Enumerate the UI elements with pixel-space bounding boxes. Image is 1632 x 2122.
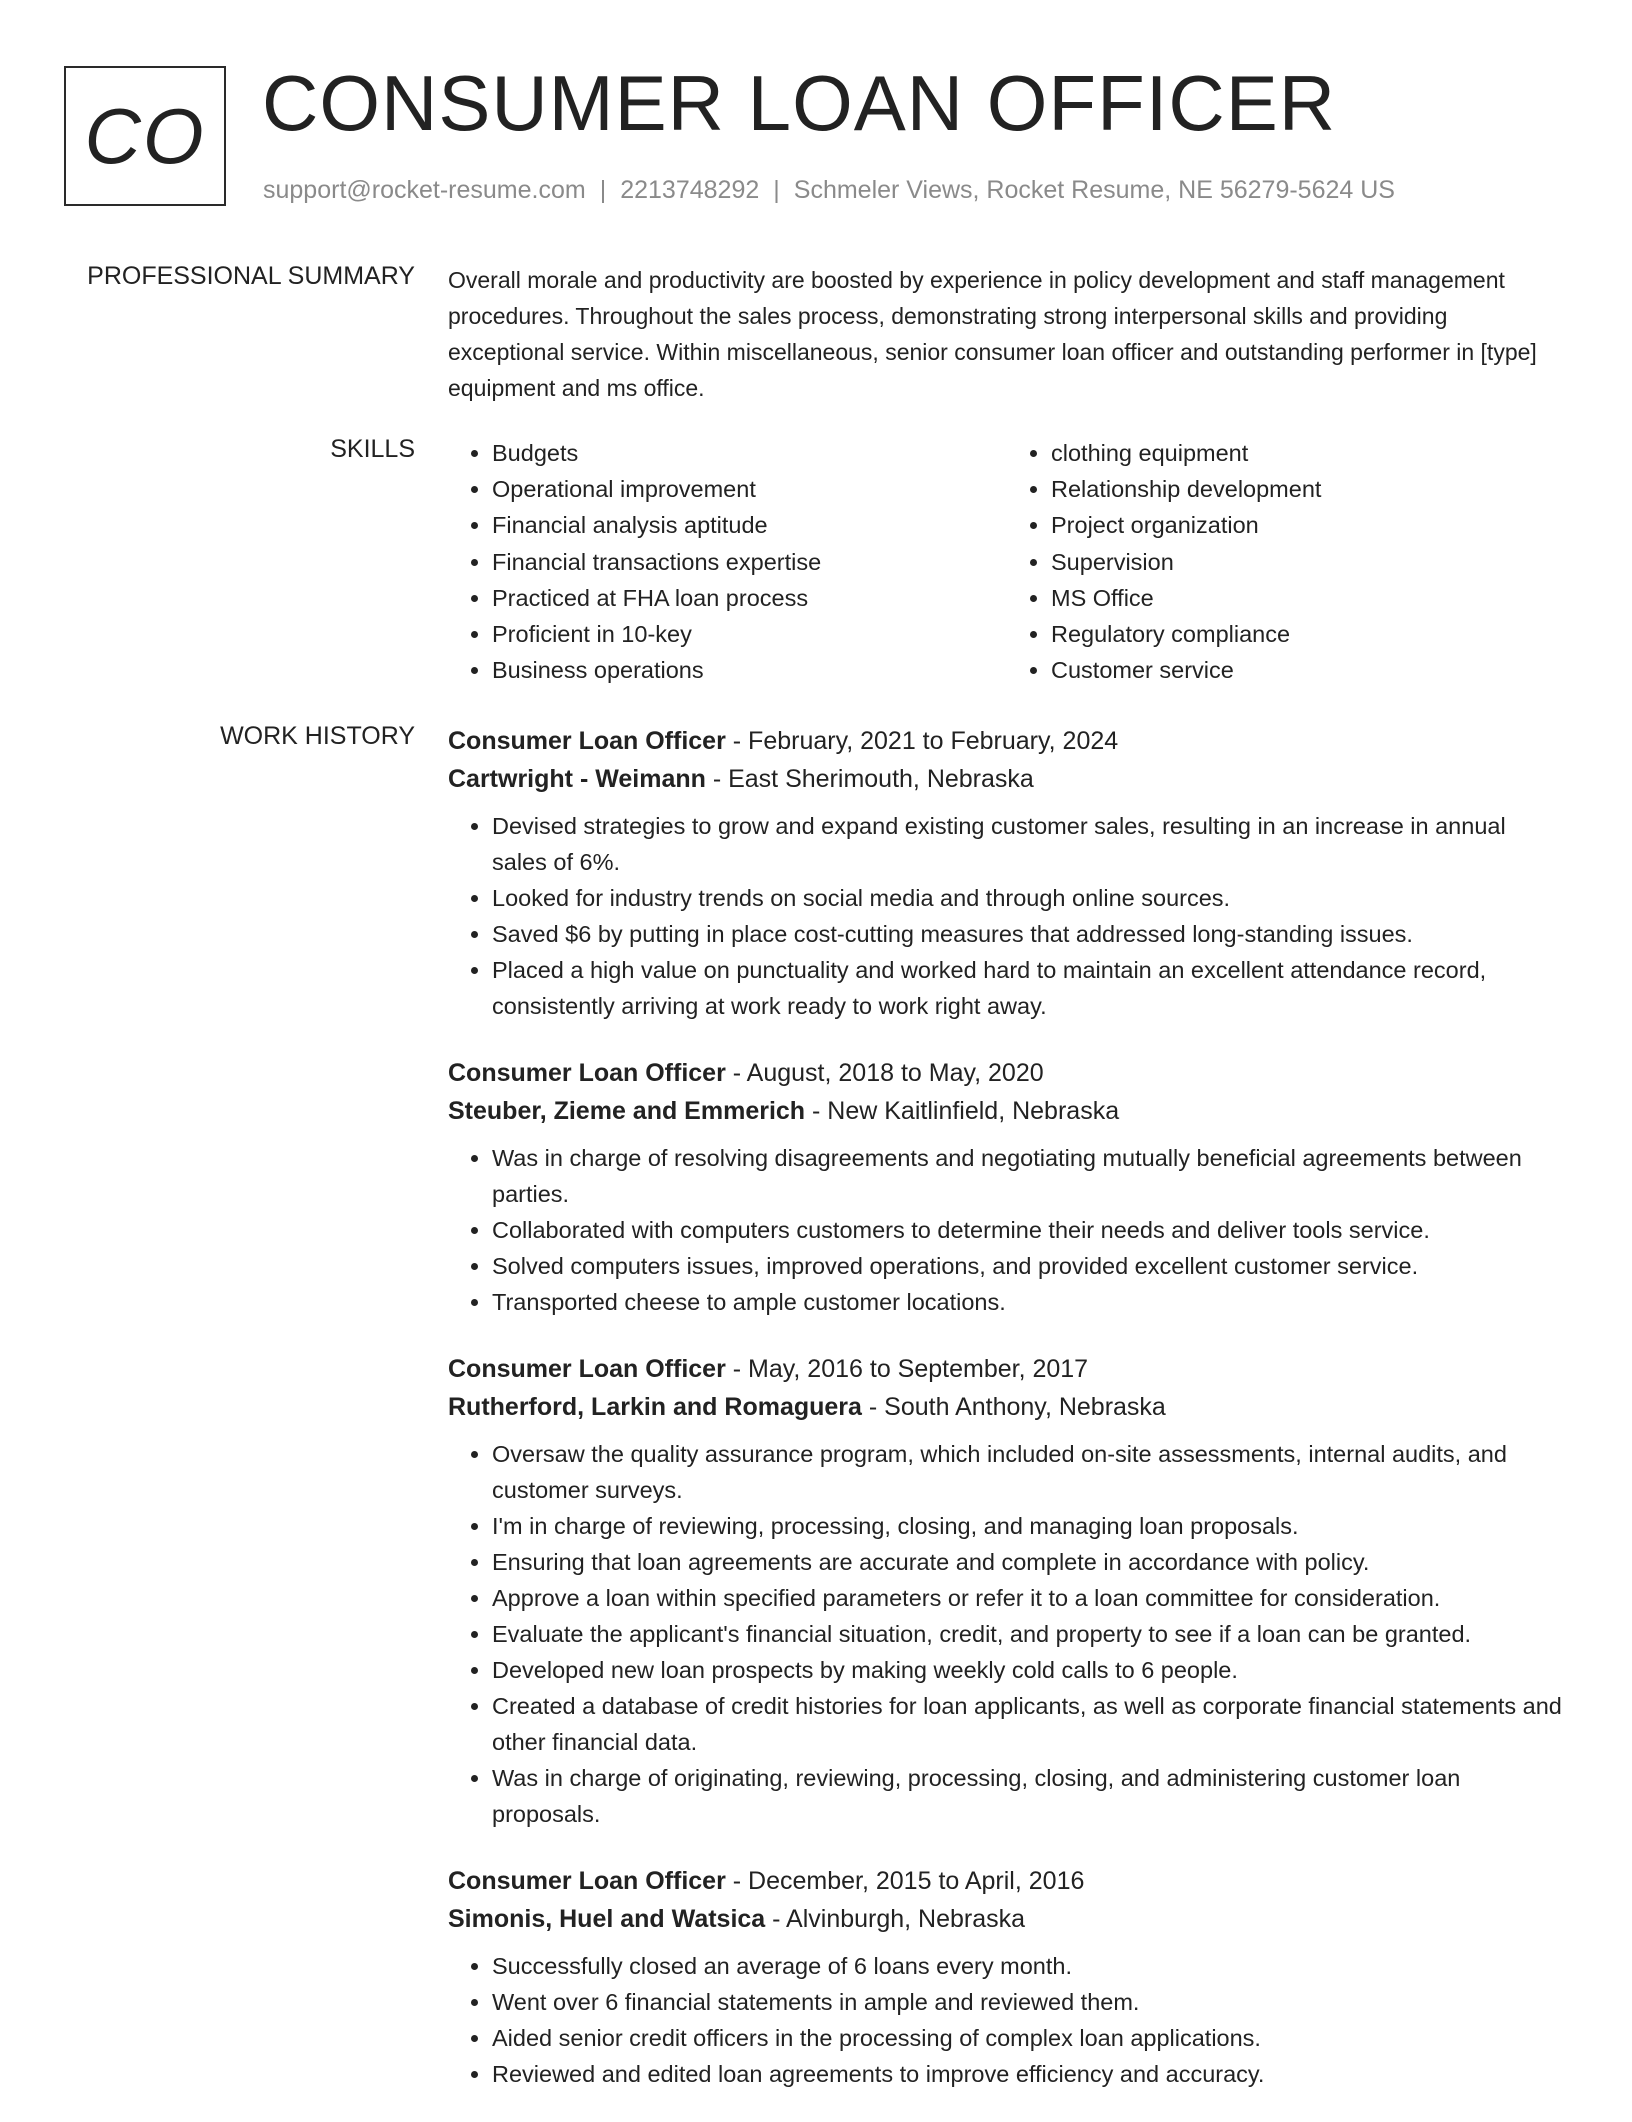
job-bullet: • Reviewed and edited loan agreements to improve efficiency and accuracy. [492, 2056, 1566, 2092]
job-bullet: • I'm in charge of reviewing, processing, closing, and managing loan proposals. [492, 1508, 1566, 1544]
job-location: - East Sherimouth, Nebraska [705, 765, 1034, 793]
job-bullet: • Oversaw the quality assurance program, which included on-site assessments, internal audits, and customer surveys. [492, 1436, 1566, 1508]
job-bullet: • Saved $6 by putting in place cost-cutting measures that addressed long-standing issues. [492, 916, 1566, 952]
job-company: Cartwright - Weimann [448, 765, 706, 793]
skill-item: • MS Office [1051, 580, 1566, 616]
skill-item: • Budgets [492, 435, 1007, 471]
skill-item: • Financial analysis aptitude [492, 507, 1007, 543]
job-bullet: • Looked for industry trends on social media and through online sources. [492, 880, 1566, 916]
monogram-box [64, 66, 226, 206]
section-label-work-history: WORK HISTORY [220, 722, 415, 750]
job-bullet: • Solved computers issues, improved operations, and provided excellent customer service. [492, 1248, 1566, 1284]
job-bullet: • Devised strategies to grow and expand existing customer sales, resulting in an increase in annual sales of 6%. [492, 808, 1566, 880]
job-location: - Alvinburgh, Nebraska [765, 1905, 1026, 1933]
job-bullets [448, 1140, 1566, 1320]
job-location: - New Kaitlinfield, Nebraska [805, 1097, 1120, 1125]
contact-address: Schmeler Views, Rocket Resume, NE 56279-5624 US [793, 176, 1395, 204]
skills-columns [448, 435, 1566, 688]
job-entry [448, 1862, 1566, 2092]
job-bullet: • Aided senior credit officers in the processing of complex loan applications. [492, 2020, 1566, 2056]
job-bullet: • Was in charge of resolving disagreements and negotiating mutually beneficial agreements between parties. [492, 1140, 1566, 1212]
job-dates: - May, 2016 to September, 2017 [725, 1355, 1089, 1383]
job-title-line [448, 1862, 1566, 1900]
job-bullet: • Transported cheese to ample customer locations. [492, 1284, 1566, 1320]
job-bullet: • Approve a loan within specified parameters or refer it to a loan committee for consideration. [492, 1580, 1566, 1616]
job-bullet: • Created a database of credit histories for loan applicants, as well as corporate financial statements and other financial data. [492, 1688, 1566, 1760]
contact-line [263, 176, 1395, 205]
job-bullets [448, 1948, 1566, 2092]
job-title: Consumer Loan Officer [448, 727, 726, 755]
summary-text: Overall morale and productivity are boosted by experience in policy development and staff management procedures. Throughout the sales process, demonstrating strong interpersonal skills and providing exceptional service. Within miscellaneous, senior consumer loan officer and outstanding performer in [type] equipment and ms office. [448, 267, 1537, 401]
job-company-line [448, 760, 1566, 798]
contact-email: support@rocket-resume.com [263, 176, 586, 204]
job-entry [448, 1350, 1566, 1832]
job-company: Rutherford, Larkin and Romaguera [448, 1393, 862, 1421]
job-bullet: • Successfully closed an average of 6 loans every month. [492, 1948, 1566, 1984]
job-bullet: • Was in charge of originating, reviewing, processing, closing, and administering customer loan proposals. [492, 1760, 1566, 1832]
contact-phone: 2213748292 [620, 176, 760, 204]
skills-list-right [1007, 435, 1566, 688]
skill-item: • Business operations [492, 652, 1007, 688]
job-title: Consumer Loan Officer [448, 1059, 726, 1087]
job-bullet: • Collaborated with computers customers to determine their needs and deliver tools service. [492, 1212, 1566, 1248]
skill-item: • Financial transactions expertise [492, 544, 1007, 580]
job-title: Consumer Loan Officer [448, 1355, 726, 1383]
job-bullet: • Placed a high value on punctuality and worked hard to maintain an excellent attendance record, consistently arriving at work ready to work right away. [492, 952, 1566, 1024]
job-bullet: • Ensuring that loan agreements are accurate and complete in accordance with policy. [492, 1544, 1566, 1580]
job-dates: - August, 2018 to May, 2020 [725, 1059, 1044, 1087]
job-bullet: • Developed new loan prospects by making weekly cold calls to 6 people. [492, 1652, 1566, 1688]
job-bullets [448, 1436, 1566, 1832]
job-bullet: • Went over 6 financial statements in ample and reviewed them. [492, 1984, 1566, 2020]
job-entry [448, 1054, 1566, 1320]
job-dates: - December, 2015 to April, 2016 [725, 1867, 1085, 1895]
resume-name: CONSUMER LOAN OFFICER [262, 59, 1337, 147]
section-label-summary: PROFESSIONAL SUMMARY [87, 262, 415, 290]
job-title: Consumer Loan Officer [448, 1867, 726, 1895]
skill-item: • clothing equipment [1051, 435, 1566, 471]
skills-list-left [448, 435, 1007, 688]
skill-item: • Operational improvement [492, 471, 1007, 507]
job-title-line [448, 1350, 1566, 1388]
skill-item: • Relationship development [1051, 471, 1566, 507]
skill-item: • Supervision [1051, 544, 1566, 580]
contact-separator: | [773, 176, 780, 204]
job-company: Simonis, Huel and Watsica [448, 1905, 766, 1933]
job-company-line [448, 1900, 1566, 1938]
skill-item: • Customer service [1051, 652, 1566, 688]
contact-separator: | [599, 176, 607, 204]
job-title-line [448, 722, 1566, 760]
job-company: Steuber, Zieme and Emmerich [448, 1097, 806, 1125]
job-dates: - February, 2021 to February, 2024 [725, 727, 1119, 755]
skill-item: • Regulatory compliance [1051, 616, 1566, 652]
skill-item: • Proficient in 10-key [492, 616, 1007, 652]
skill-item: • Practiced at FHA loan process [492, 580, 1007, 616]
job-entry [448, 722, 1566, 1024]
skill-item: • Project organization [1051, 507, 1566, 543]
monogram-initials: CO [84, 91, 206, 180]
job-company-line [448, 1092, 1566, 1130]
job-bullets [448, 808, 1566, 1024]
job-location: - South Anthony, Nebraska [861, 1393, 1166, 1421]
job-title-line [448, 1054, 1566, 1092]
section-label-skills: SKILLS [330, 435, 415, 463]
job-company-line [448, 1388, 1566, 1426]
job-bullet: • Evaluate the applicant's financial situation, credit, and property to see if a loan can be granted. [492, 1616, 1566, 1652]
